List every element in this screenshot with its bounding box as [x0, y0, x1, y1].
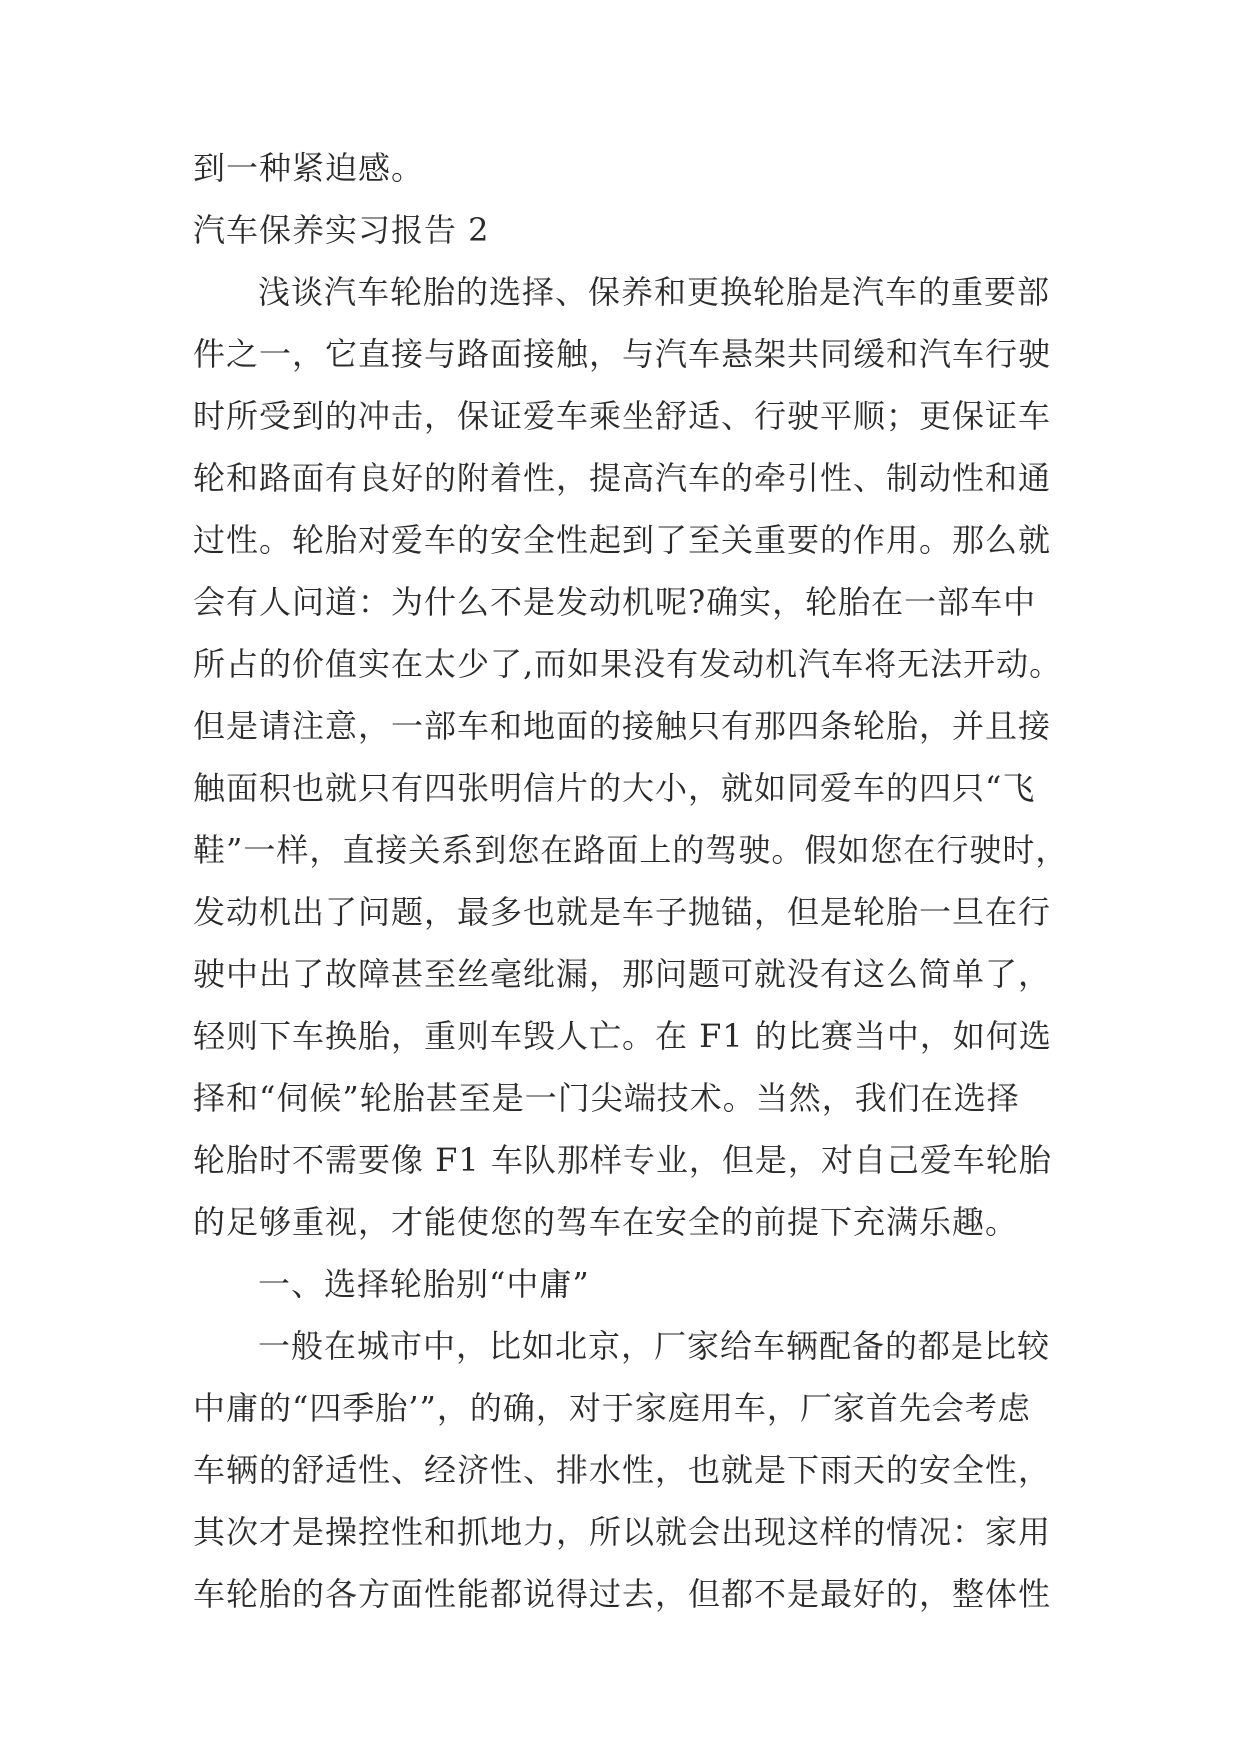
text-line: 其次才是操控性和抓地力，所以就会出现这样的情况：家用	[193, 1513, 1052, 1551]
text-line: 轮胎时不需要像 F1 车队那样专业，但是，对自己爱车轮胎	[193, 1141, 1052, 1179]
text-line: 鞋”一样，直接关系到您在路面上的驾驶。假如您在行驶时，	[193, 831, 1069, 869]
text-line: 车辆的舒适性、经济性、排水性，也就是下雨天的安全性，	[193, 1451, 1052, 1489]
text-line: 驶中出了故障甚至丝毫纰漏，那问题可就没有这么简单了，	[193, 955, 1052, 993]
text-line: 件之一，它直接与路面接触，与汽车悬架共同缓和汽车行驶	[193, 335, 1052, 373]
text-line: 到一种紧迫感。	[193, 149, 425, 187]
text-line: 轮和路面有良好的附着性，提高汽车的牵引性、制动性和通	[193, 459, 1052, 497]
text-line: 择和“伺候”轮胎甚至是一门尖端技术。当然，我们在选择	[193, 1079, 1020, 1117]
subsection-heading: 一、选择轮胎别“中庸”	[258, 1265, 590, 1303]
text-line: 触面积也就只有四张明信片的大小，就如同爱车的四只“飞	[193, 769, 1036, 807]
text-line: 所占的价值实在太少了,而如果没有发动机汽车将无法开动。	[193, 645, 1063, 683]
text-line: 发动机出了问题，最多也就是车子抛锚，但是轮胎一旦在行	[193, 893, 1052, 931]
text-line: 但是请注意，一部车和地面的接触只有那四条轮胎，并且接	[193, 707, 1052, 745]
text-line: 的足够重视，才能使您的驾车在安全的前提下充满乐趣。	[193, 1203, 1019, 1241]
text-line: 车轮胎的各方面性能都说得过去，但都不是最好的，整体性	[193, 1575, 1052, 1613]
text-line: 中庸的“四季胎’”，的确，对于家庭用车，厂家首先会考虑	[193, 1389, 1031, 1427]
text-line: 轻则下车换胎，重则车毁人亡。在 F1 的比赛当中，如何选	[193, 1017, 1052, 1055]
text-line: 浅谈汽车轮胎的选择、保养和更换轮胎是汽车的重要部	[258, 273, 1051, 311]
text-line: 时所受到的冲击，保证爱车乘坐舒适、行驶平顺；更保证车	[193, 397, 1052, 435]
section-title: 汽车保养实习报告 2	[193, 211, 490, 249]
text-line: 过性。轮胎对爱车的安全性起到了至关重要的作用。那么就	[193, 521, 1052, 559]
text-line: 一般在城市中，比如北京，厂家给车辆配备的都是比较	[258, 1327, 1051, 1365]
text-line: 会有人问道：为什么不是发动机呢?确实，轮胎在一部车中	[193, 583, 1037, 621]
